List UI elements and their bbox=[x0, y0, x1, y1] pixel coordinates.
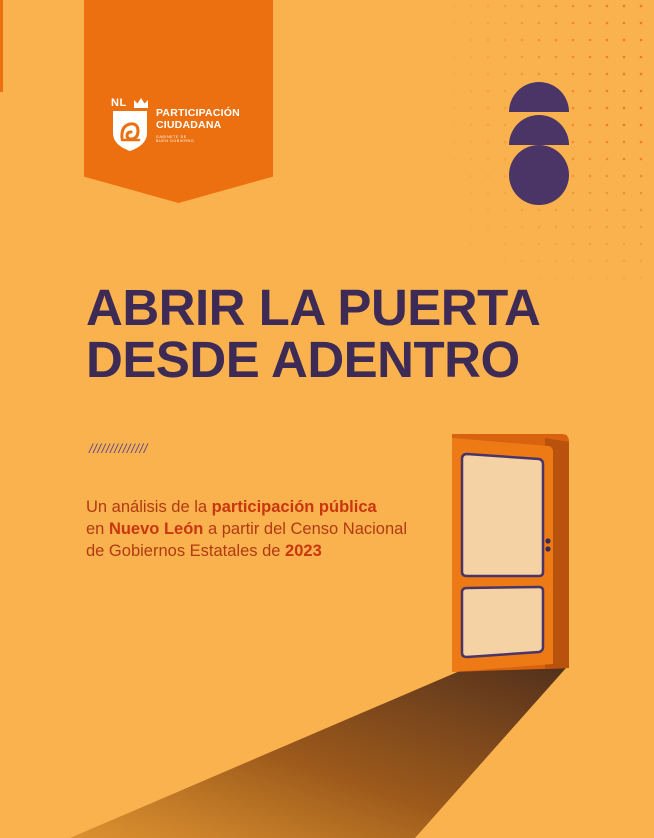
pattern-dot bbox=[572, 56, 575, 59]
pattern-dot bbox=[640, 5, 643, 8]
pattern-dot bbox=[640, 90, 643, 93]
pattern-dot bbox=[487, 73, 490, 76]
pattern-dot bbox=[589, 175, 592, 178]
pattern-dot bbox=[555, 5, 558, 8]
pattern-dot bbox=[623, 124, 626, 127]
pattern-dot bbox=[606, 107, 609, 110]
pattern-dot bbox=[538, 39, 541, 42]
pattern-dot bbox=[470, 226, 473, 229]
pattern-dot bbox=[640, 22, 643, 25]
pattern-dot bbox=[589, 124, 592, 127]
pattern-dot bbox=[453, 141, 456, 144]
pattern-dot bbox=[521, 56, 524, 59]
pattern-dot bbox=[640, 158, 643, 161]
logo-line-participacion: PARTICIPACIÓN bbox=[156, 107, 240, 119]
pattern-dot bbox=[572, 5, 575, 8]
pattern-dot bbox=[470, 192, 473, 195]
open-door-illustration bbox=[0, 420, 654, 838]
pattern-dot bbox=[521, 260, 524, 263]
pattern-dot bbox=[606, 5, 609, 8]
pattern-dot bbox=[589, 277, 592, 280]
title-line-1: ABRIR LA PUERTA bbox=[86, 279, 541, 336]
pattern-dot bbox=[470, 141, 473, 144]
pattern-dot bbox=[589, 158, 592, 161]
pattern-dot bbox=[572, 39, 575, 42]
pattern-dot bbox=[606, 192, 609, 195]
pattern-dot bbox=[504, 243, 507, 246]
pattern-dot bbox=[640, 192, 643, 195]
pattern-dot bbox=[589, 260, 592, 263]
pattern-dot bbox=[521, 39, 524, 42]
pattern-dot bbox=[623, 5, 626, 8]
logo-state-abbrev: NL bbox=[111, 97, 127, 109]
pattern-dot bbox=[487, 22, 490, 25]
pattern-dot bbox=[572, 209, 575, 212]
pattern-dot bbox=[623, 209, 626, 212]
pattern-dot bbox=[606, 73, 609, 76]
pattern-dot bbox=[538, 243, 541, 246]
pattern-dot bbox=[589, 56, 592, 59]
pattern-dot bbox=[538, 73, 541, 76]
pattern-dot bbox=[640, 124, 643, 127]
pattern-dot bbox=[589, 73, 592, 76]
pattern-dot bbox=[640, 107, 643, 110]
pattern-dot bbox=[470, 107, 473, 110]
pattern-dot bbox=[589, 90, 592, 93]
pattern-dot bbox=[640, 243, 643, 246]
subtitle-emphasis: participación pública bbox=[211, 498, 377, 516]
pattern-dot bbox=[572, 226, 575, 229]
pattern-dot bbox=[555, 209, 558, 212]
pattern-dot bbox=[453, 107, 456, 110]
pattern-dot bbox=[453, 90, 456, 93]
pattern-dot bbox=[589, 243, 592, 246]
pattern-dot bbox=[606, 277, 609, 280]
pattern-dot bbox=[623, 260, 626, 263]
pattern-dot bbox=[521, 243, 524, 246]
cover-title bbox=[86, 279, 606, 388]
pattern-dot bbox=[521, 226, 524, 229]
pattern-dot bbox=[504, 226, 507, 229]
door-light-shadow bbox=[70, 668, 566, 838]
stacked-circles-graphic bbox=[505, 82, 573, 207]
pattern-dot bbox=[487, 141, 490, 144]
pattern-dot bbox=[470, 56, 473, 59]
pattern-dot bbox=[555, 73, 558, 76]
pattern-dot bbox=[589, 192, 592, 195]
pattern-dot bbox=[606, 141, 609, 144]
pattern-dot bbox=[487, 209, 490, 212]
pattern-dot bbox=[538, 226, 541, 229]
pattern-dot bbox=[589, 141, 592, 144]
pattern-dot bbox=[538, 209, 541, 212]
pattern-dot bbox=[555, 243, 558, 246]
pattern-dot bbox=[470, 90, 473, 93]
door-panel-top bbox=[462, 454, 543, 576]
divider-slashes: ////////////// bbox=[89, 441, 148, 456]
crown-icon bbox=[133, 97, 149, 109]
shield-lion-icon bbox=[111, 109, 149, 153]
pattern-dot bbox=[572, 260, 575, 263]
pattern-dot bbox=[470, 175, 473, 178]
pattern-dot bbox=[623, 243, 626, 246]
pattern-dot bbox=[589, 226, 592, 229]
pattern-dot bbox=[623, 22, 626, 25]
pattern-dot bbox=[640, 209, 643, 212]
pattern-dot bbox=[640, 175, 643, 178]
pattern-dot bbox=[453, 73, 456, 76]
pattern-dot bbox=[470, 243, 473, 246]
pattern-dot bbox=[504, 5, 507, 8]
logo-subtext bbox=[156, 135, 194, 143]
pattern-dot bbox=[487, 260, 490, 263]
pattern-dot bbox=[623, 141, 626, 144]
pattern-dot bbox=[470, 5, 473, 8]
pattern-dot bbox=[572, 243, 575, 246]
pattern-dot bbox=[538, 22, 541, 25]
pattern-dot bbox=[623, 192, 626, 195]
pattern-dot bbox=[453, 22, 456, 25]
pattern-dot bbox=[623, 39, 626, 42]
pattern-dot bbox=[470, 39, 473, 42]
pattern-dot bbox=[538, 56, 541, 59]
pattern-dot bbox=[521, 209, 524, 212]
pattern-dot bbox=[504, 260, 507, 263]
pattern-dot bbox=[606, 22, 609, 25]
pattern-dot bbox=[453, 5, 456, 8]
pattern-dot bbox=[470, 73, 473, 76]
pattern-dot bbox=[487, 90, 490, 93]
subtitle-emphasis: 2023 bbox=[285, 542, 322, 560]
pattern-dot bbox=[470, 209, 473, 212]
pattern-dot bbox=[521, 73, 524, 76]
pattern-dot bbox=[521, 5, 524, 8]
participacion-ciudadana-logo bbox=[111, 97, 261, 157]
pattern-dot bbox=[623, 56, 626, 59]
pattern-dot bbox=[606, 39, 609, 42]
pattern-dot bbox=[521, 22, 524, 25]
pattern-dot bbox=[555, 56, 558, 59]
pattern-dot bbox=[606, 124, 609, 127]
pattern-dot bbox=[572, 73, 575, 76]
pattern-dot bbox=[504, 56, 507, 59]
pattern-dot bbox=[572, 22, 575, 25]
pattern-dot bbox=[487, 243, 490, 246]
pattern-dot bbox=[487, 192, 490, 195]
pattern-dot bbox=[453, 158, 456, 161]
pattern-dot bbox=[623, 107, 626, 110]
pattern-dot bbox=[453, 175, 456, 178]
pattern-dot bbox=[640, 39, 643, 42]
pattern-dot bbox=[589, 5, 592, 8]
pattern-dot bbox=[589, 209, 592, 212]
pattern-dot bbox=[640, 141, 643, 144]
pattern-dot bbox=[572, 277, 575, 280]
title-line-2: DESDE ADENTRO bbox=[86, 331, 520, 388]
pattern-dot bbox=[640, 260, 643, 263]
pattern-dot bbox=[538, 5, 541, 8]
pattern-dot bbox=[640, 226, 643, 229]
pattern-dot bbox=[555, 277, 558, 280]
subtitle-text: Un análisis de la bbox=[86, 498, 212, 516]
pattern-dot bbox=[487, 56, 490, 59]
subtitle-text: de Gobiernos Estatales de bbox=[86, 542, 286, 560]
edge-accent bbox=[0, 0, 3, 92]
pattern-dot bbox=[640, 73, 643, 76]
subtitle-text: en bbox=[86, 520, 109, 538]
pattern-dot bbox=[504, 22, 507, 25]
pattern-dot bbox=[538, 260, 541, 263]
pattern-dot bbox=[470, 124, 473, 127]
pattern-dot bbox=[555, 22, 558, 25]
pattern-dot bbox=[555, 39, 558, 42]
pattern-dot bbox=[623, 277, 626, 280]
pattern-dot bbox=[606, 226, 609, 229]
pattern-dot bbox=[623, 90, 626, 93]
pattern-dot bbox=[640, 56, 643, 59]
pattern-dot bbox=[504, 39, 507, 42]
pattern-dot bbox=[453, 56, 456, 59]
pattern-dot bbox=[606, 243, 609, 246]
pattern-dot bbox=[470, 158, 473, 161]
pattern-dot bbox=[487, 39, 490, 42]
pattern-dot bbox=[470, 22, 473, 25]
logo-subtext-line2: BUEN GOBIERNO bbox=[156, 139, 195, 144]
pattern-dot bbox=[623, 175, 626, 178]
pattern-dot bbox=[504, 209, 507, 212]
pattern-dot bbox=[606, 90, 609, 93]
pattern-dot bbox=[623, 73, 626, 76]
pattern-dot bbox=[487, 124, 490, 127]
pattern-dot bbox=[589, 39, 592, 42]
pattern-dot bbox=[623, 158, 626, 161]
subtitle-text: a partir del Censo Nacional bbox=[203, 520, 407, 538]
pattern-dot bbox=[606, 260, 609, 263]
pattern-dot bbox=[453, 124, 456, 127]
subtitle-emphasis: Nuevo León bbox=[108, 520, 204, 538]
logo-subtext-line1: GABINETE DE bbox=[156, 135, 187, 139]
pattern-dot bbox=[487, 107, 490, 110]
logo-line-ciudadana: CIUDADANA bbox=[156, 119, 222, 131]
pattern-dot bbox=[606, 56, 609, 59]
pattern-dot bbox=[623, 226, 626, 229]
pattern-dot bbox=[640, 277, 643, 280]
pattern-dot bbox=[555, 260, 558, 263]
pattern-dot bbox=[606, 158, 609, 161]
pattern-dot bbox=[606, 209, 609, 212]
door-panel-bottom bbox=[462, 587, 543, 657]
door-handle bbox=[545, 538, 550, 543]
pattern-dot bbox=[504, 73, 507, 76]
pattern-dot bbox=[589, 107, 592, 110]
pattern-dot bbox=[589, 22, 592, 25]
pattern-dot bbox=[453, 39, 456, 42]
pattern-dot bbox=[555, 226, 558, 229]
pattern-dot bbox=[487, 226, 490, 229]
pattern-dot bbox=[606, 175, 609, 178]
pattern-dot bbox=[487, 5, 490, 8]
pattern-dot bbox=[487, 158, 490, 161]
pattern-dot bbox=[487, 175, 490, 178]
